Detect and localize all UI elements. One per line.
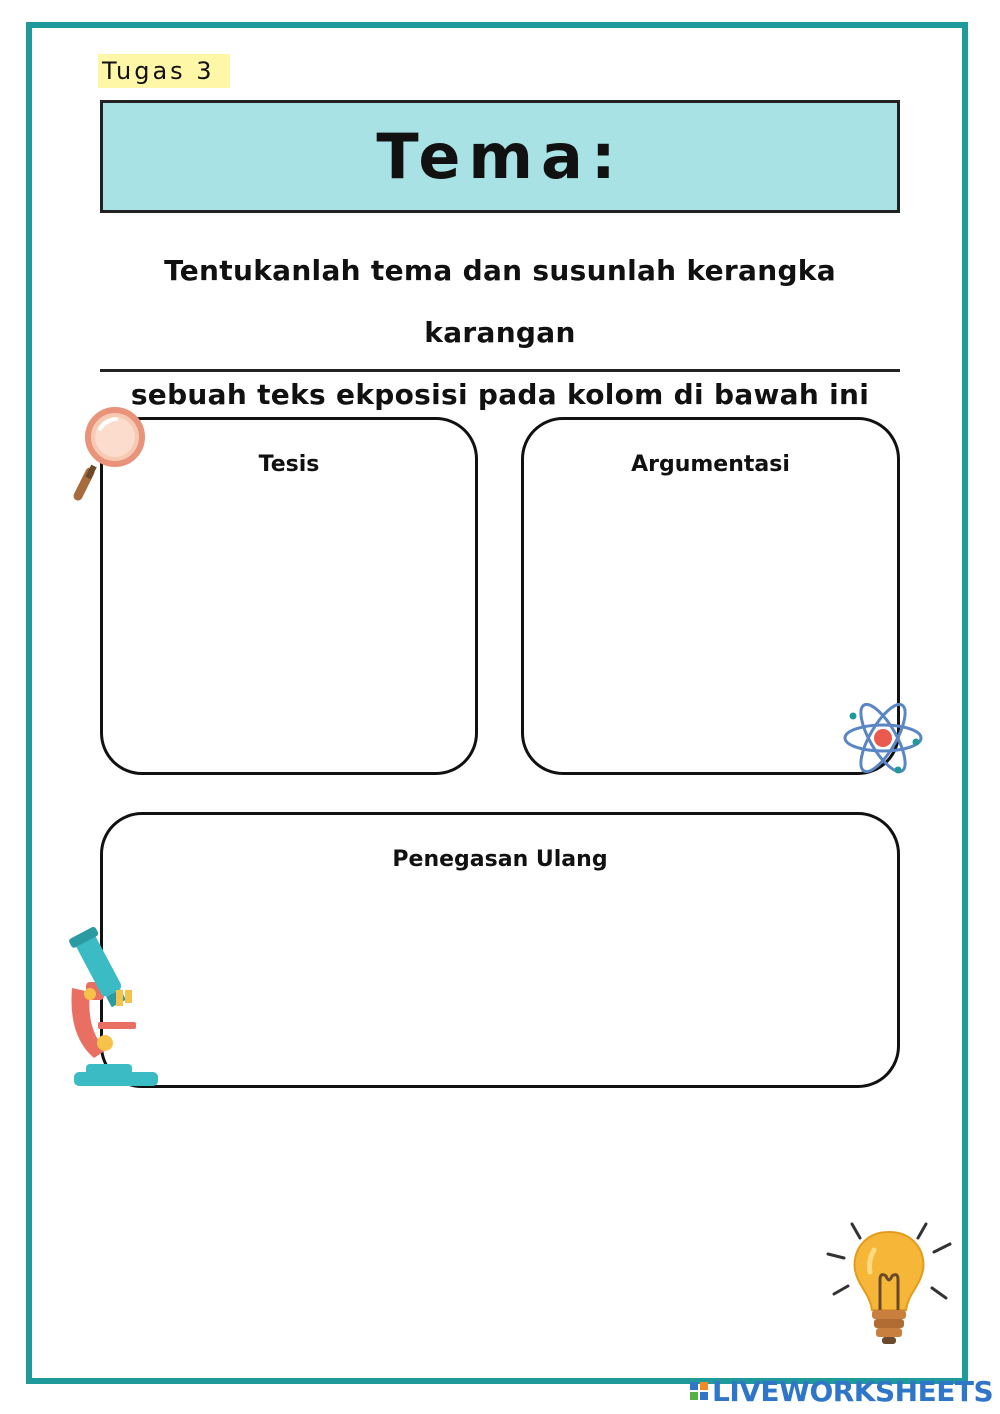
instruction-text bbox=[100, 240, 900, 426]
penegasan-ulang-box[interactable] bbox=[100, 812, 900, 1088]
microscope-icon bbox=[64, 926, 164, 1092]
tesis-label: Tesis bbox=[258, 452, 320, 477]
page-title: Tema: bbox=[376, 120, 624, 193]
light-bulb-icon bbox=[822, 1214, 956, 1354]
penegasan-ulang-label: Penegasan Ulang bbox=[392, 847, 608, 872]
atom-icon bbox=[840, 698, 926, 778]
instruction-line-1: Tentukanlah tema dan susunlah kerangka karangan bbox=[164, 254, 836, 349]
tesis-input[interactable] bbox=[127, 500, 451, 742]
brand-name: LIVEWORKSHEETS bbox=[712, 1374, 994, 1408]
argumentasi-label: Argumentasi bbox=[631, 452, 790, 477]
divider bbox=[100, 369, 900, 372]
title-box bbox=[100, 100, 900, 213]
argumentasi-input[interactable] bbox=[548, 500, 873, 742]
liveworksheets-logo bbox=[690, 1376, 993, 1406]
logo-mark-icon bbox=[690, 1382, 708, 1400]
instruction-line-2: sebuah teks ekposisi pada kolom di bawah ini bbox=[130, 378, 870, 411]
tesis-box[interactable] bbox=[100, 417, 478, 775]
penegasan-ulang-input[interactable] bbox=[127, 895, 873, 1055]
task-label: Tugas 3 bbox=[98, 54, 230, 88]
magnifying-glass-icon bbox=[70, 404, 150, 504]
